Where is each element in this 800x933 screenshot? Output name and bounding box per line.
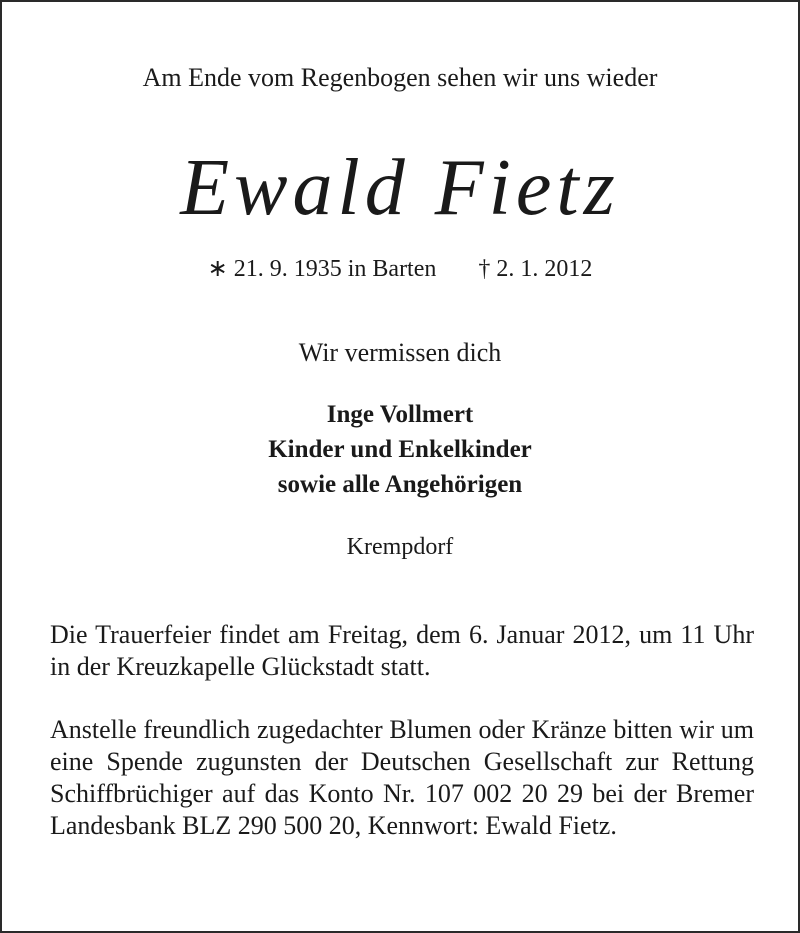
birth-date: ∗ 21. 9. 1935 in Barten [207,256,437,282]
mourner-line: Kinder und Enkelkinder [268,436,532,463]
funeral-info: Die Trauerfeier findet am Freitag, dem 6. Januar 2012, um 11 Uhr in der Kreuzkapelle Glückstadt statt. [50,620,754,681]
donation-info: Anstelle freundlich zugedachter Blumen oder Kränze bitten wir um eine Spende zugunsten der Deutschen Gesellschaft zur Rettung Schiffbrüchiger auf das Konto Nr. 107 002 20 29 bei der Bremer Landesbank BLZ 290 500 20, Kennwort: Ewald Fietz. [50,715,754,840]
mourner-line: sowie alle Angehörigen [277,471,523,498]
mourners-list [2,397,798,502]
farewell-line: Wir vermissen dich [298,338,502,367]
motto-text: Am Ende vom Regenbogen sehen wir uns wieder [142,63,658,92]
life-dates [2,252,798,286]
death-date: † 2. 1. 2012 [478,256,593,282]
deceased-name: Ewald Fietz [180,144,620,232]
place-name: Krempdorf [346,534,454,560]
mourner-line: Inge Vollmert [326,401,474,428]
